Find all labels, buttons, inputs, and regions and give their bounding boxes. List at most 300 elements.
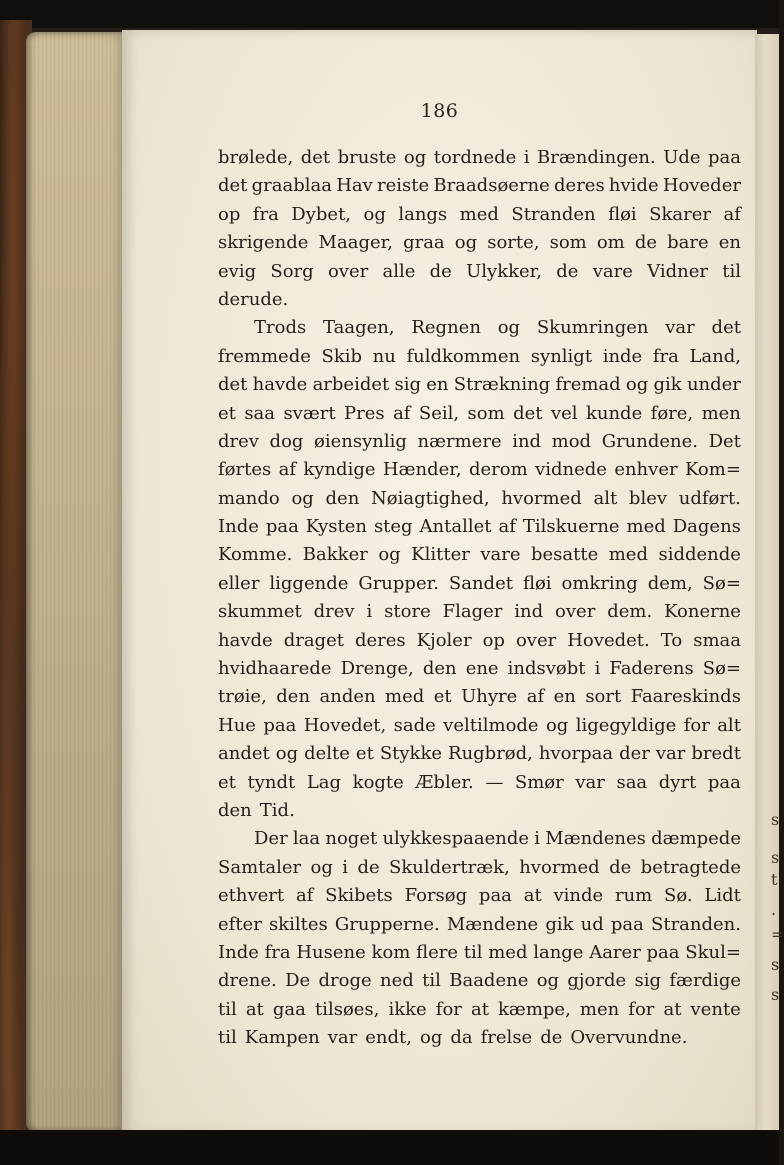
word: var (575, 771, 605, 793)
adjacent-page-edge (755, 34, 784, 1132)
word: fra (652, 345, 679, 367)
word: delte (304, 743, 350, 765)
word: paa (263, 714, 297, 736)
word: frelse (480, 1027, 533, 1049)
word: der (619, 743, 650, 765)
text-line (218, 229, 741, 257)
word: og (363, 203, 386, 225)
adjacent-page-glyph: = (771, 925, 784, 944)
word: til (422, 970, 441, 992)
word: den (218, 799, 252, 821)
word: som (467, 402, 505, 424)
word: Antallet (419, 516, 492, 538)
text-line (218, 854, 741, 882)
word: over (555, 601, 596, 623)
adjacent-page-glyph: s (771, 985, 780, 1004)
word: de (540, 1027, 563, 1049)
text-line (218, 655, 741, 683)
word: Skul= (685, 941, 741, 963)
word: betragtede (640, 856, 741, 878)
word: Rugbrød, (448, 743, 533, 765)
word: indsvøbt (507, 658, 586, 680)
word: drene. (218, 970, 277, 992)
word: hvide (608, 175, 659, 197)
text-line (218, 911, 741, 939)
word: en (426, 374, 449, 396)
word: tyndt (247, 771, 296, 793)
word: derude. (218, 288, 289, 310)
word: endt, (365, 1027, 413, 1049)
text-line (218, 712, 741, 740)
word: Der (254, 828, 288, 850)
word: var (665, 317, 695, 339)
text-line (218, 144, 741, 172)
word: Husene (296, 941, 366, 963)
adjacent-page-glyph: s (771, 848, 780, 867)
word: fløi (522, 572, 552, 594)
word: bruste (337, 147, 397, 168)
word: Kysten (305, 516, 367, 538)
word: Sø= (702, 572, 741, 594)
word: Uhyre (461, 686, 518, 708)
word: det (218, 175, 248, 197)
word: men (579, 998, 620, 1020)
word: i (534, 828, 541, 850)
word: med (385, 686, 425, 708)
text-line (218, 825, 741, 853)
word: for (683, 714, 710, 736)
word: Ude (663, 147, 701, 168)
word: saa (616, 771, 648, 793)
word: De (285, 970, 311, 992)
word: ind (512, 430, 542, 452)
word: og (403, 147, 427, 168)
word: trøie, (218, 686, 267, 708)
word: Skuldertræk, (389, 856, 510, 878)
word: Kom= (684, 459, 741, 481)
adjacent-page-glyph: s (771, 810, 780, 829)
text-line (218, 769, 741, 797)
word: hvormed (519, 856, 600, 878)
word: brølede, (218, 147, 294, 168)
word: i (523, 147, 530, 168)
word: Hovedet, (303, 714, 387, 736)
word: ligegyldige (575, 714, 677, 736)
word: vinde (553, 885, 604, 907)
word: hvidhaarede (218, 658, 332, 680)
word: for (435, 998, 462, 1020)
word: og (420, 1027, 443, 1049)
word: flere (416, 941, 458, 963)
word: Kjoler (416, 629, 472, 651)
word: svært (283, 402, 336, 424)
word: kom (371, 941, 411, 963)
word: af (498, 516, 516, 538)
word: og (378, 544, 401, 566)
word: kæmpe, (498, 998, 571, 1020)
word: en (553, 686, 576, 708)
text-line (218, 286, 741, 314)
word: det (513, 402, 543, 424)
word: i (342, 856, 349, 878)
word: og (497, 317, 521, 339)
word: drev (313, 601, 355, 623)
word: paa (478, 885, 512, 907)
word: havde (252, 374, 308, 396)
word: af (723, 203, 741, 225)
word: da (450, 1027, 473, 1049)
adjacent-page-glyph: s (771, 955, 780, 974)
word: med (488, 941, 528, 963)
word: reiste (377, 175, 430, 197)
word: ethvert (218, 885, 285, 907)
word: og (310, 856, 333, 878)
word: et (433, 686, 452, 708)
word: den (422, 658, 457, 680)
word: op (482, 629, 505, 651)
word: at (470, 998, 489, 1020)
word: i (366, 601, 373, 623)
text-line (218, 797, 741, 825)
word: paa (265, 516, 299, 538)
word: alt (717, 714, 741, 736)
word: — (485, 771, 504, 793)
word: bredt (691, 743, 741, 765)
word: Sø. (664, 885, 693, 907)
word: fuldkommen (406, 345, 521, 367)
text-line (218, 541, 741, 569)
text-line (218, 400, 741, 428)
word: enhver (614, 459, 678, 481)
word: at (245, 998, 264, 1020)
word: Komme. (218, 544, 293, 566)
word: for (628, 998, 655, 1020)
word: bare (667, 232, 709, 254)
word: Det (708, 430, 741, 452)
text-line (218, 456, 741, 484)
word: Hænder, (382, 459, 462, 481)
word: og (545, 714, 569, 736)
word: om (596, 232, 625, 254)
word: Flager (442, 601, 503, 623)
word: Mændenes (545, 828, 646, 850)
word: Seil, (418, 402, 460, 424)
word: kogte (352, 771, 404, 793)
word: dyrt (658, 771, 697, 793)
word: under (686, 374, 741, 396)
word: veltilmode (443, 714, 539, 736)
word: Tilskuerne (522, 516, 620, 538)
word: Kampen (244, 1027, 320, 1049)
word: Forsøg (404, 885, 468, 907)
text-line (218, 485, 741, 513)
word: Stykke (379, 743, 443, 765)
text-line (218, 570, 741, 598)
word: Tid. (259, 799, 295, 821)
word: Land, (689, 345, 741, 367)
word: efter (218, 913, 262, 935)
word: sorte, (487, 232, 540, 254)
word: Stranden. (651, 913, 741, 935)
word: besatte (530, 544, 599, 566)
word: Dagens (672, 516, 741, 538)
word: Faderens (609, 658, 694, 680)
word: dog (269, 430, 304, 452)
word: de (429, 260, 452, 282)
word: skummet (218, 601, 302, 623)
word: Braadsøerne (433, 175, 550, 197)
text-line (218, 201, 741, 229)
word: paa (707, 771, 741, 793)
word: evig (218, 260, 257, 282)
word: omkring (561, 572, 638, 594)
word: et (355, 743, 374, 765)
word: var (655, 743, 686, 765)
word: lange (533, 941, 584, 963)
body-text (218, 144, 741, 1053)
text-line (218, 740, 741, 768)
word: deres (554, 175, 605, 197)
word: kyndige (303, 459, 376, 481)
word: dem. (607, 601, 653, 623)
word: Inde (218, 516, 259, 538)
text-line (218, 598, 741, 626)
text-line (218, 428, 741, 456)
word: vidnede (535, 459, 607, 481)
word: som (549, 232, 587, 254)
word: og (625, 374, 649, 396)
page-stack-edge (26, 32, 126, 1132)
word: at (663, 998, 682, 1020)
word: vare (480, 544, 521, 566)
word: paa (708, 147, 741, 168)
word: det (300, 147, 331, 168)
word: fremad (555, 374, 621, 396)
word: Smør (514, 771, 564, 793)
word: gik (653, 374, 682, 396)
word: en (718, 232, 741, 254)
word: alt (593, 487, 618, 509)
word: Grundene. (601, 430, 698, 452)
text-line (218, 371, 741, 399)
word: men (701, 402, 741, 424)
word: steg (373, 516, 413, 538)
word: Nøiagtighed, (371, 487, 490, 509)
text-line (218, 314, 741, 342)
word: deres (354, 629, 406, 651)
word: fløi (608, 203, 637, 225)
word: rum (614, 885, 653, 907)
word: kunde (585, 402, 643, 424)
word: havde (218, 629, 273, 651)
text-line (218, 513, 741, 541)
text-line (218, 882, 741, 910)
word: skrigende (218, 232, 309, 254)
text-line (218, 939, 741, 967)
word: droge (318, 970, 372, 992)
word: Baadene (449, 970, 529, 992)
word: Brændingen. (537, 147, 656, 168)
word: udført. (678, 487, 741, 509)
word: i (594, 658, 601, 680)
word: de (609, 856, 632, 878)
word: dem, (647, 572, 693, 594)
book-page (122, 30, 757, 1134)
word: var (327, 1027, 358, 1049)
word: Skibets (325, 885, 393, 907)
word: og (536, 970, 560, 992)
word: langs (398, 203, 448, 225)
word: af (393, 402, 411, 424)
word: Overvundne. (570, 1027, 688, 1049)
word: Regnen (411, 317, 481, 339)
word: Skumringen (536, 317, 649, 339)
word: til (722, 260, 741, 282)
word: ene (465, 658, 499, 680)
word: gaa (272, 998, 306, 1020)
word: paa (610, 913, 644, 935)
word: Bakker (302, 544, 368, 566)
word: Hav (336, 175, 373, 197)
text-line (218, 967, 741, 995)
word: hvorpaa (538, 743, 614, 765)
word: færdige (669, 970, 741, 992)
word: Vidner (647, 260, 708, 282)
word: det (711, 317, 741, 339)
text-line (218, 683, 741, 711)
word: blev (628, 487, 668, 509)
word: Hue (218, 714, 256, 736)
word: Sø= (702, 658, 741, 680)
word: med (626, 516, 666, 538)
word: tilsøes, (314, 998, 380, 1020)
backdrop-top (0, 0, 779, 28)
word: Ulykker, (466, 260, 543, 282)
word: ned (380, 970, 414, 992)
word: med (459, 203, 499, 225)
word: Mændene (446, 913, 539, 935)
word: Skarer (649, 203, 712, 225)
word: Samtaler (218, 856, 302, 878)
word: derom (469, 459, 528, 481)
word: de (556, 260, 579, 282)
word: liggende (269, 572, 349, 594)
word: de (357, 856, 380, 878)
word: og (275, 743, 299, 765)
word: andet (218, 743, 270, 765)
text-line (218, 258, 741, 286)
word: synligt (530, 345, 593, 367)
word: To (660, 629, 683, 651)
word: ind (514, 601, 544, 623)
word: og (291, 487, 314, 509)
text-line (218, 996, 741, 1024)
word: Maager, (318, 232, 393, 254)
word: sade (393, 714, 436, 736)
word: ud (580, 913, 604, 935)
text-line (218, 172, 741, 200)
word: og (454, 232, 478, 254)
word: til (463, 941, 483, 963)
word: anden (319, 686, 376, 708)
word: mod (551, 430, 592, 452)
word: over (515, 629, 557, 651)
word: til (218, 1027, 237, 1049)
word: graablaa (251, 175, 332, 197)
word: at (523, 885, 542, 907)
word: laa (292, 828, 321, 850)
word: drev (218, 430, 259, 452)
word: Lidt (704, 885, 741, 907)
word: dæmpede (651, 828, 741, 850)
word: paa (646, 941, 680, 963)
word: inde (602, 345, 643, 367)
word: den (276, 686, 311, 708)
word: mando (218, 487, 280, 509)
word: Stranden (511, 203, 596, 225)
word: Dybet, (291, 203, 352, 225)
word: fra (264, 941, 291, 963)
word: gik (545, 913, 574, 935)
word: Trods (254, 317, 307, 339)
text-line (218, 627, 741, 655)
word: draget (283, 629, 344, 651)
word: Sorg (270, 260, 314, 282)
word: de (634, 232, 658, 254)
word: den (325, 487, 360, 509)
word: føre, (650, 402, 694, 424)
word: hvormed (501, 487, 582, 509)
word: Konerne (664, 601, 741, 623)
word: med (608, 544, 648, 566)
word: af (526, 686, 545, 708)
word: det (218, 374, 248, 396)
adjacent-page-glyph: . (771, 900, 777, 919)
word: saa (244, 402, 276, 424)
word: til (218, 998, 237, 1020)
word: gjorde (567, 970, 627, 992)
word: øiensynlig (314, 430, 407, 452)
page-number: 186 (420, 100, 459, 122)
word: sort (585, 686, 622, 708)
word: Grupperne. (334, 913, 440, 935)
word: over (327, 260, 369, 282)
word: sig (634, 970, 662, 992)
word: noget (325, 828, 378, 850)
word: arbeidet (312, 374, 390, 396)
word: Hovedet. (567, 629, 650, 651)
word: eller (218, 572, 260, 594)
word: af (278, 459, 297, 481)
word: skiltes (268, 913, 328, 935)
word: store (384, 601, 431, 623)
word: Klitter (411, 544, 470, 566)
word: vare (592, 260, 633, 282)
word: Inde (218, 941, 259, 963)
word: smaa (693, 629, 741, 651)
word: siddende (658, 544, 741, 566)
word: Lag (306, 771, 342, 793)
word: førtes (218, 459, 272, 481)
word: af (295, 885, 314, 907)
word: et (218, 771, 236, 793)
word: graa (403, 232, 445, 254)
word: nu (372, 345, 396, 367)
word: et (218, 402, 236, 424)
text-line (218, 1024, 741, 1052)
word: Hoveder (662, 175, 741, 197)
word: sig (394, 374, 422, 396)
